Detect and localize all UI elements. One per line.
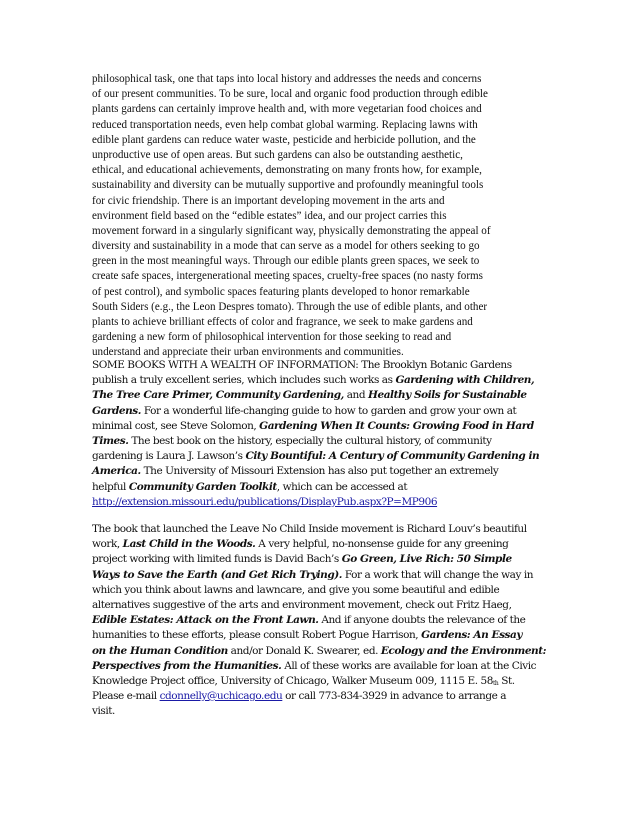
text-line <box>92 674 550 689</box>
text-line <box>92 495 550 510</box>
text-line: plants to achieve brilliant effects of color and fragrance, we seek to make gardens and <box>92 316 473 328</box>
text-run: and/or Donald K. Swearer, ed. <box>227 644 381 657</box>
text-line: of our present communities. To be sure, local and organic food production through edible <box>92 88 488 101</box>
book-title: Perspectives from the Humanities. <box>92 659 282 672</box>
book-title: Last Child in the Woods. <box>122 538 256 551</box>
book-title: Go Green, Live Rich: 50 Simple <box>341 553 512 566</box>
book-title: The Tree Care Primer, Community Gardening, <box>92 389 344 402</box>
text-run: alternatives suggestive of the arts and environment movement, check out Fritz Haeg, <box>92 598 512 611</box>
text-line: edible plant gardens can reduce water waste, pesticide and herbicide pollution, and the <box>92 133 476 146</box>
text-line <box>92 464 550 479</box>
text-run: For a wonderful life-changing guide to how to garden and grow your own at <box>140 404 517 417</box>
text-run: work, <box>92 538 123 551</box>
text-line <box>92 419 550 434</box>
text-run: gardening is Laura J. Lawson’s <box>92 450 246 463</box>
text-line <box>92 537 550 552</box>
text-line <box>92 659 550 674</box>
text-run: A very helpful, no-nonsense guide for any greening <box>255 538 509 551</box>
book-title: Ecology and the Environment: <box>380 644 547 657</box>
text-line: for civic friendship. There is an important developing movement in the arts and <box>92 194 445 207</box>
book-title: Healthy Soils for Sustainable <box>368 389 527 402</box>
missouri-extension-link[interactable]: http://extension.missouri.edu/publications/DisplayPub.aspx?P=MP906 <box>92 495 438 508</box>
book-title: City Bountiful: A Century of Community Gardening in <box>245 450 540 463</box>
text-line: plants gardens can certainly improve health and, with more vegetarian food choices and <box>92 103 482 116</box>
text-line <box>92 583 550 598</box>
text-line <box>92 480 550 495</box>
text-run: And if anyone doubts the relevance of the <box>318 614 526 627</box>
text-run: St. <box>498 674 515 687</box>
text-line: green in the most meaningful ways. Through our edible plants green spaces, we seek to <box>92 255 480 268</box>
text-line <box>92 704 550 719</box>
text-run: or call 773-834-3929 in advance to arrange a <box>282 690 507 703</box>
text-line: ethical, and educational achievements, demonstrating on many fronts how, for example, <box>92 164 482 177</box>
text-line <box>92 628 550 643</box>
text-run: project working with limited funds is David Bach’s <box>92 553 342 566</box>
ordinal-suffix: th <box>492 679 499 687</box>
text-run: The University of Missouri Extension has also put together an extremely <box>140 465 499 478</box>
text-run: SOME BOOKS WITH A WEALTH OF INFORMATION: The Brooklyn Botanic Gardens <box>92 359 512 371</box>
text-line: create safe spaces, intergenerational meeting spaces, cruelty-free spaces (no nasty forms <box>92 270 483 283</box>
text-run: For a work that will change the way in <box>341 568 534 581</box>
text-line: philosophical task, one that taps into local history and addresses the needs and concerns <box>92 73 482 85</box>
text-run: and <box>343 389 368 402</box>
text-line <box>92 404 550 419</box>
text-run: All of these works are available for loan at the Civic <box>281 659 537 672</box>
text-run: which you think about lawns and lawncare, and give you some beautiful and edible <box>92 583 500 596</box>
text-line: reduced transportation needs, even help combat global warming. Replacing lawns with <box>92 118 478 131</box>
text-run: Please e-mail <box>92 690 160 703</box>
text-line <box>92 598 550 613</box>
book-title: Gardens. <box>92 404 141 417</box>
book-title: America. <box>92 465 141 478</box>
text-line: South Siders (e.g., the Leon Despres tomato). Through the use of edible plants, and other <box>92 300 488 313</box>
text-run: visit. <box>92 705 115 718</box>
book-title: Ways to Save the Earth (and Get Rich Trying). <box>92 568 342 581</box>
text-run: minimal cost, see Steve Solomon, <box>92 419 260 432</box>
text-line: environment field based on the “edible estates” idea, and our project carries this <box>92 209 447 222</box>
text-run: publish a truly excellent series, which includes such works as <box>92 374 396 387</box>
text-line: diversity and sustainability in a mode that can serve as a model for others seeking to go <box>92 240 480 253</box>
book-title: Gardens: An Essay <box>421 629 522 642</box>
text-line: gardening a new form of philosophical intervention for those seeking to read and <box>92 331 452 344</box>
text-line <box>92 388 550 403</box>
text-line: movement forward in a singularly significant way, physically demonstrating the appeal of <box>92 224 491 237</box>
text-run: The best book on the history, especially the cultural history, of community <box>128 434 492 447</box>
text-line <box>92 552 550 567</box>
text-run: The book that launched the Leave No Child Inside movement is Richard Louv’s beautiful <box>92 523 527 535</box>
text-line <box>92 449 550 464</box>
book-title: Times. <box>92 434 129 447</box>
text-line: unproductive use of open areas. But such gardens can also be outstanding aesthetic, <box>92 148 463 161</box>
text-line <box>92 644 550 659</box>
text-run: humanities to these efforts, please consult Robert Pogue Harrison, <box>92 629 422 642</box>
text-line <box>92 689 550 704</box>
text-line <box>92 522 550 537</box>
book-title: on the Human Condition <box>92 644 228 657</box>
book-title: Edible Estates: Attack on the Front Lawn. <box>92 614 319 627</box>
text-run: , which can be accessed at <box>276 480 408 493</box>
paragraph-books <box>92 358 550 510</box>
text-line <box>92 613 550 628</box>
email-link[interactable]: cdonnelly@uchicago.edu <box>159 690 283 703</box>
text-line: understand and appreciate their urban environments and communities. <box>92 346 404 359</box>
book-title: Gardening with Children, <box>395 374 535 387</box>
paragraph-more-books <box>92 522 550 719</box>
text-line <box>92 358 550 373</box>
text-run: helpful <box>92 480 129 493</box>
text-line <box>92 568 550 583</box>
book-title: Community Garden Toolkit <box>128 480 277 493</box>
text-line: of pest control), and symbolic spaces featuring plants developed to honor remarkable <box>92 285 470 298</box>
text-line <box>92 373 550 388</box>
text-line: sustainability and diversity can be mutually supportive and profoundly meaningful tools <box>92 179 484 192</box>
text-run: Knowledge Project office, University of Chicago, Walker Museum 009, 1115 E. 58 <box>92 674 493 687</box>
paragraph-edible-gardens <box>92 72 550 361</box>
book-title: Gardening When It Counts: Growing Food in Hard <box>259 419 534 432</box>
text-line <box>92 434 550 449</box>
